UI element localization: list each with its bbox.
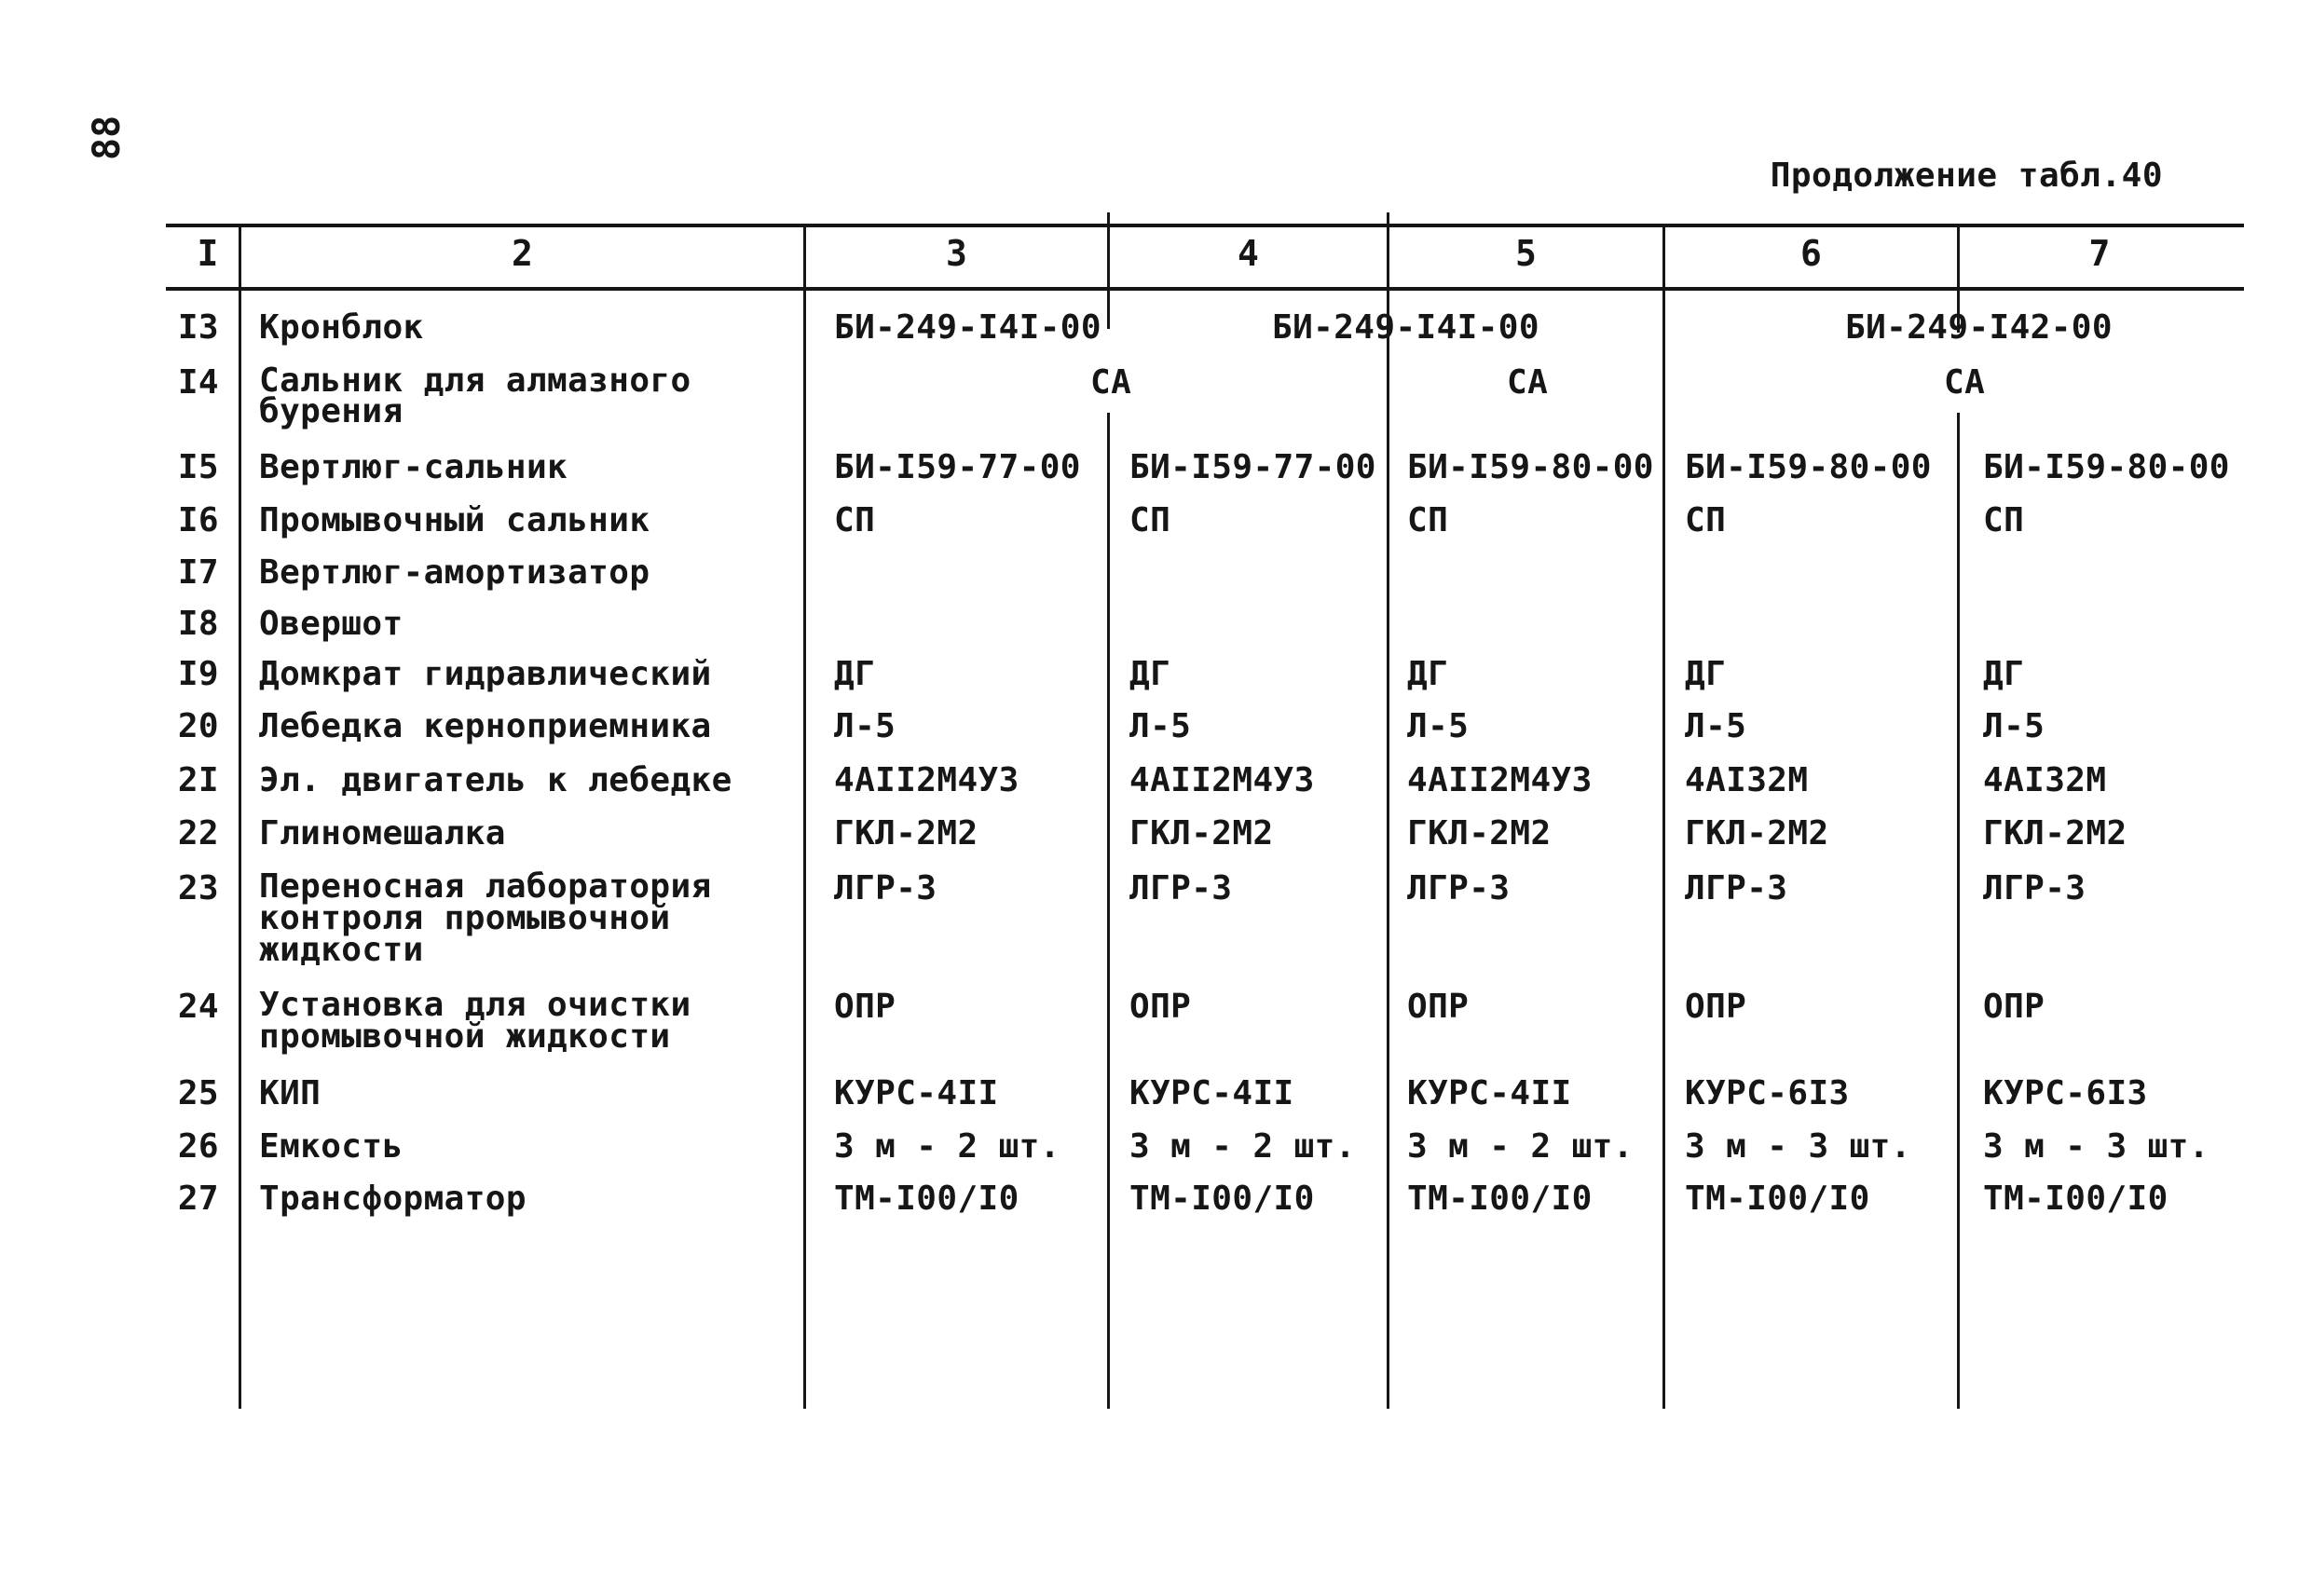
row-name: Домкрат гидравлический (259, 655, 712, 693)
cell-col-5: БИ-I59-80-00 (1407, 448, 1654, 486)
cell-col-7: ДГ (1983, 655, 2025, 693)
cell-merged-6-7: СА (1944, 363, 1986, 402)
cell-col-6: ДГ (1685, 655, 1727, 693)
cell-col-3: ЛГР-3 (834, 869, 937, 907)
cell-col-6: БИ-I59-80-00 (1685, 448, 1932, 486)
cell-col-3: 4АII2М4У3 (834, 761, 1019, 799)
column-divider-1 (239, 225, 241, 1409)
row-name: Кронблок (259, 308, 424, 347)
table-continuation-label: Продолжение табл.40 (1770, 157, 2163, 195)
table-top-rule (166, 224, 2244, 227)
header-bottom-rule (166, 287, 2244, 291)
cell-col-4: ГКЛ-2М2 (1129, 814, 1274, 853)
cell-col-6: ОПР (1685, 988, 1747, 1026)
cell-col-3: БИ-I59-77-00 (834, 448, 1081, 486)
cell-col-7: КУРС-6I3 (1983, 1074, 2148, 1112)
header-col-7: 7 (2088, 233, 2111, 274)
column-divider-3b (1107, 413, 1110, 1409)
cell-col-3: ОПР (834, 988, 896, 1026)
page-number: 88 (86, 115, 129, 160)
cell-col-4: Л-5 (1129, 707, 1192, 745)
cell-col-5: 4АII2М4У3 (1407, 761, 1593, 799)
row-name: Вертлюг-амортизатор (259, 553, 650, 592)
header-col-5: 5 (1515, 233, 1537, 274)
row-name: Овершот (259, 605, 404, 643)
header-col-1: I (197, 233, 219, 274)
row-name: Глиномешалка (259, 814, 506, 853)
cell-col-3: Л-5 (834, 707, 896, 745)
cell-col-4: КУРС-4II (1129, 1074, 1294, 1112)
row-number: 25 (177, 1074, 219, 1112)
cell-col-3: ДГ (834, 655, 876, 693)
cell-col-5: Л-5 (1407, 707, 1470, 745)
cell-col-3: 3 м - 2 шт. (834, 1127, 1060, 1166)
cell-col-6: ТМ-I00/I0 (1685, 1180, 1870, 1218)
row-name: Трансформатор (259, 1180, 527, 1218)
cell-col-6: ЛГР-3 (1685, 869, 1788, 907)
cell-col-5: ДГ (1407, 655, 1449, 693)
cell-col-4: БИ-I59-77-00 (1129, 448, 1376, 486)
column-divider-2 (803, 225, 806, 1409)
row-number: I9 (177, 655, 219, 693)
cell-col-5: ЛГР-3 (1407, 869, 1511, 907)
row-number: 20 (177, 707, 219, 745)
column-divider-6b (1957, 413, 1960, 1409)
cell-col-5: ОПР (1407, 988, 1470, 1026)
header-col-3: 3 (946, 233, 967, 274)
cell-col-4: ДГ (1129, 655, 1171, 693)
cell-col-5: ГКЛ-2М2 (1407, 814, 1552, 853)
cell-col-6: КУРС-6I3 (1685, 1074, 1850, 1112)
cell-col-3: КУРС-4II (834, 1074, 999, 1112)
cell-col-3: БИ-249-I4I-00 (834, 308, 1101, 347)
cell-col-5: КУРС-4II (1407, 1074, 1572, 1112)
cell-col-6: СП (1685, 501, 1727, 539)
cell-col-6: ГКЛ-2М2 (1685, 814, 1829, 853)
cell-col-4: 3 м - 2 шт. (1129, 1127, 1356, 1166)
header-col-6: 6 (1800, 233, 1822, 274)
row-number: 22 (177, 814, 219, 853)
row-number: I7 (177, 553, 219, 592)
row-number: I5 (177, 448, 219, 486)
cell-merged-4-5: БИ-249-I4I-00 (1272, 308, 1539, 347)
header-col-2: 2 (512, 233, 533, 274)
cell-col-3: СП (834, 501, 876, 539)
row-number: 23 (177, 869, 219, 907)
cell-col-5: ТМ-I00/I0 (1407, 1180, 1593, 1218)
row-number: I3 (177, 308, 219, 347)
row-number: 26 (177, 1127, 219, 1166)
cell-col-4: СП (1129, 501, 1171, 539)
cell-merged-6-7: БИ-249-I42-00 (1845, 308, 2113, 347)
cell-col-5: СП (1407, 501, 1449, 539)
cell-col-6: Л-5 (1685, 707, 1747, 745)
row-name: Промывочный сальник (259, 501, 650, 539)
row-number: I4 (177, 363, 219, 402)
cell-col-6: 3 м - 3 шт. (1685, 1127, 1911, 1166)
row-number: I6 (177, 501, 219, 539)
cell-merged-3-4: СА (1090, 363, 1132, 402)
row-name: Установка для очистки промывочной жидкости (259, 986, 691, 1056)
cell-col-7: 4АI32М (1983, 761, 2107, 799)
header-col-4: 4 (1238, 233, 1259, 274)
row-number: I8 (177, 605, 219, 643)
cell-col-4: ОПР (1129, 988, 1192, 1026)
cell-col-6: 4АI32М (1685, 761, 1809, 799)
row-name: Переносная лаборатория контроля промывочной жидкости (259, 867, 712, 969)
cell-col-7: БИ-I59-80-00 (1983, 448, 2230, 486)
cell-col-4: ЛГР-3 (1129, 869, 1233, 907)
cell-col-5: 3 м - 2 шт. (1407, 1127, 1634, 1166)
cell-col-3: ГКЛ-2М2 (834, 814, 978, 853)
cell-col-7: ТМ-I00/I0 (1983, 1180, 2168, 1218)
row-name: Вертлюг-сальник (259, 448, 568, 486)
cell-col-4: 4АII2М4У3 (1129, 761, 1315, 799)
row-name: Емкость (259, 1127, 404, 1166)
row-number: 2I (177, 761, 219, 799)
cell-col-3: ТМ-I00/I0 (834, 1180, 1019, 1218)
cell-col-7: ОПР (1983, 988, 2045, 1026)
column-divider-5 (1662, 225, 1665, 1409)
row-name: Эл. двигатель к лебедке (259, 761, 732, 799)
cell-col-4: ТМ-I00/I0 (1129, 1180, 1315, 1218)
column-divider-4 (1387, 212, 1389, 1409)
cell-col-7: ЛГР-3 (1983, 869, 2086, 907)
cell-col-7: ГКЛ-2М2 (1983, 814, 2127, 853)
row-name: Сальник для алмазного бурения (259, 361, 691, 430)
row-number: 27 (177, 1180, 219, 1218)
cell-col-7: 3 м - 3 шт. (1983, 1127, 2209, 1166)
row-name: КИП (259, 1074, 321, 1112)
row-name: Лебедка керноприемника (259, 707, 712, 745)
row-number: 24 (177, 988, 219, 1026)
cell-col-7: СП (1983, 501, 2025, 539)
cell-col-5: СА (1507, 363, 1549, 402)
cell-col-7: Л-5 (1983, 707, 2045, 745)
